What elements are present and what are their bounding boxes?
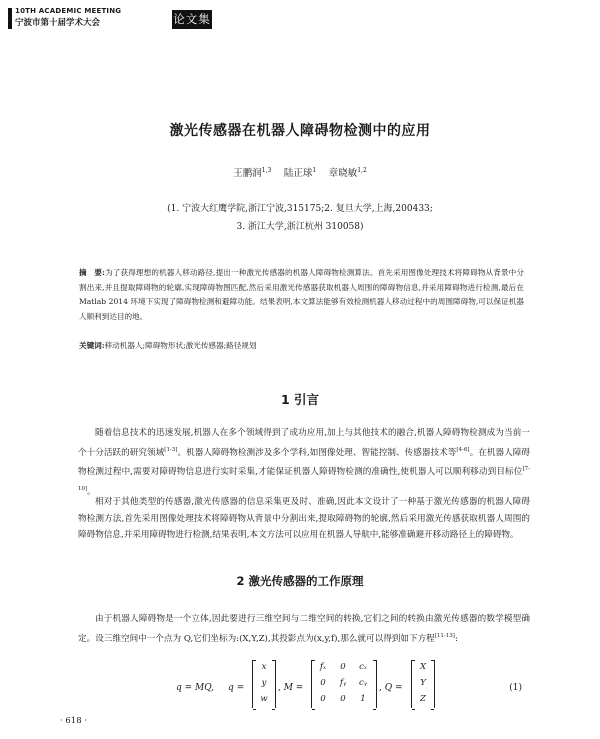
header-conference-cn: 宁波市第十届学术大会	[15, 18, 101, 28]
citation: [7-10]	[78, 466, 530, 492]
section-1-paragraph-1	[78, 425, 530, 500]
abstract-label: 摘 要:	[79, 268, 105, 277]
matrix-cell: cₓ	[359, 662, 367, 672]
keywords-text: 移动机器人;障碍物形状;激光传感器;路径规划	[104, 341, 257, 350]
equation-lhs: q = MQ,	[176, 683, 215, 693]
header-section-tag: 论文集	[172, 10, 212, 29]
citation: [11-13]	[434, 632, 455, 639]
abstract	[79, 266, 524, 324]
matrix-cell: w	[260, 694, 268, 704]
author-name: 王鹏润	[233, 168, 262, 179]
section-2-heading: 2 激光传感器的工作原理	[236, 574, 364, 588]
affiliations-line-2: 3. 浙江大学,浙江杭州 310058)	[236, 222, 364, 232]
equation-q-label: q =	[228, 683, 245, 693]
paragraph-text: 。机器人障碍物检测涉及多个学科,如图像处理、智能控制、传感器技术等	[177, 447, 457, 458]
page-number: · 618 ·	[60, 716, 88, 726]
paragraph-text: 由于机器人障碍物是一个立体,因此要进行三维空间与二维空间的转换,它们之间的转换由激光传感器的数学模型确定。设三维空间中一个点为 Q,它们坐标为:(X,Y,Z),其投影点为(x,y,f),那么就可以得到如下方程	[78, 614, 530, 644]
m-matrix	[311, 660, 377, 708]
q-vector	[252, 660, 276, 708]
paragraph-text: 。	[87, 486, 96, 497]
author-name: 章晓敏	[328, 168, 358, 179]
section-1-heading: 1 引言	[280, 392, 320, 407]
keywords	[79, 340, 524, 351]
matrix-cell: 0	[320, 694, 326, 704]
author-affiliation-mark: 1,3	[261, 166, 272, 174]
matrix-cell: X	[419, 662, 427, 672]
header-conference-en: 10TH ACADEMIC MEETING	[15, 7, 122, 15]
author-affiliation-mark: 1	[312, 166, 317, 174]
matrix-cell: 1	[360, 694, 366, 704]
equation-Q-label: , Q =	[379, 683, 403, 693]
matrix-cell: fₓ	[319, 662, 327, 672]
Q-vector	[411, 660, 435, 708]
paper-title: 激光传感器在机器人障碍物检测中的应用	[169, 123, 431, 139]
citation: [4-6]	[456, 446, 470, 453]
author-name: 陆正球	[283, 168, 313, 179]
matrix-cell: Z	[420, 694, 426, 704]
paragraph-text: 随着信息技术的迅速发展,机器人在多个领域得到了成功应用,加上与其他技术的融合,机器人障碍物检测成为当前一个十分活跃的研究领域	[78, 428, 530, 458]
header-bar	[8, 8, 12, 29]
paragraph-text: 。在机器人障碍物检测过程中,需要对障碍物信息进行实时采集,才能保证机器人障碍物检测的准确性,使机器人可以顺利移动到目标位	[78, 447, 530, 478]
paragraph-text: :	[454, 633, 458, 644]
section-1-paragraph-2: 相对于其他类型的传感器,激光传感器的信息采集更及时、准确,因此本文设计了一种基于激光传感器的机器人障碍物检测方法,首先采用图像处理技术将障碍物从背景中分割出来,提取障碍物的轮廓,然后采用激光传感获取机器人周围的障碍物信息,并采用障碍物进行检测,结果表明,本文方法可以应用在机器人导航中,能够准确避开移动路径上的障碍物。	[78, 497, 530, 541]
equation-m-label: , M =	[278, 683, 304, 693]
abstract-text: 为了获得理想的机器人移动路径,提出一种激光传感器的机器人障碍物检测算法。首先采用图像处理技术将障碍物从背景中分割出来,并且提取障碍物的轮廓,实现障碍物图匹配,然后采用激光传感器获取机器人周围的障碍物信息,并采用障碍物进行检测,最后在 Matlab 2014 环境下实现了障碍物检测和避障功能。结果表明,本文算法能够有效检测机器人移动过程中的周围障碍物,可以保证机器人顺利到达目的地。	[79, 268, 524, 321]
keywords-label: 关键词:	[79, 341, 105, 350]
equation-number: (1)	[509, 683, 522, 693]
author-affiliation-mark: 1,2	[357, 166, 367, 174]
citation: [1-3]	[164, 446, 178, 453]
author-list	[0, 165, 600, 179]
matrix-cell: 0	[320, 678, 326, 688]
affiliations-line-1: (1. 宁波大红鹰学院,浙江宁波,315175;2. 复旦大学,上海,200433;	[167, 204, 433, 214]
matrix-cell: 0	[340, 662, 346, 672]
matrix-cell: Y	[420, 678, 426, 688]
matrix-cell: fᵧ	[339, 678, 347, 688]
matrix-cell: x	[261, 662, 267, 672]
matrix-cell: cᵧ	[359, 678, 367, 688]
matrix-cell: 0	[340, 694, 346, 704]
matrix-cell: y	[261, 678, 267, 688]
section-2-paragraph-1	[78, 611, 530, 647]
